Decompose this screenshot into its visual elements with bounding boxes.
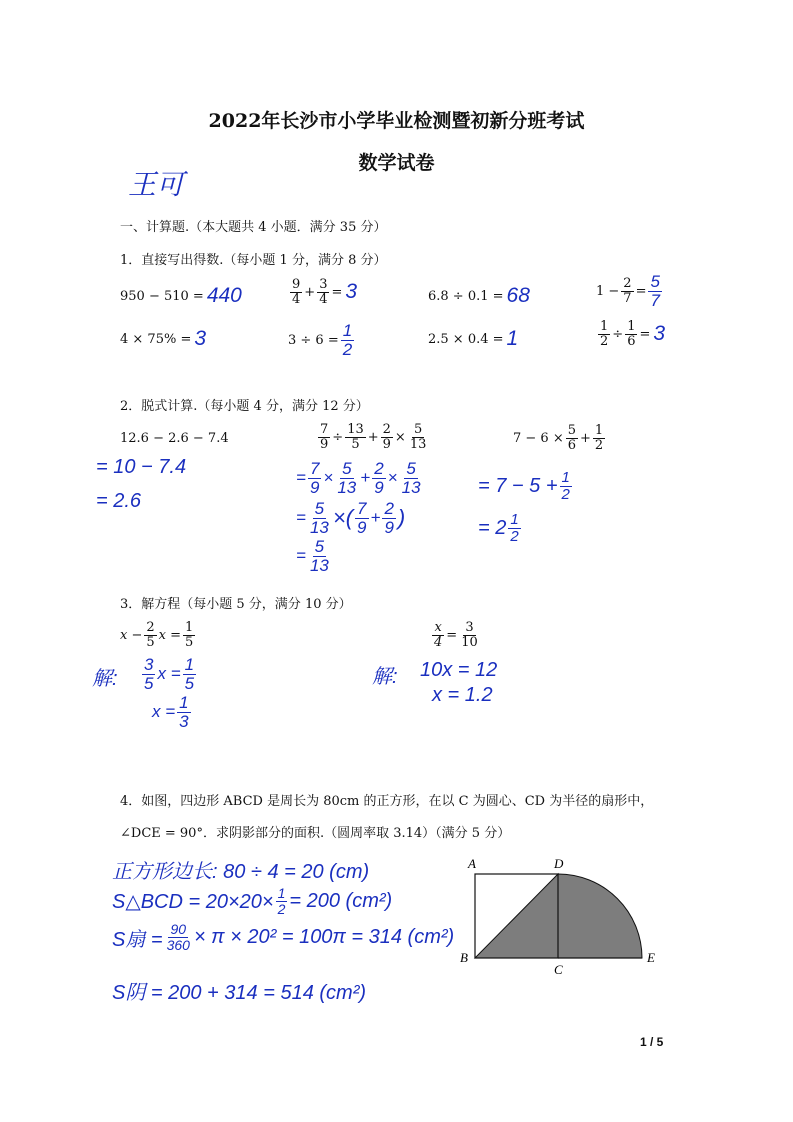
q3b-eq: = xyxy=(446,627,458,643)
q2b-f3-num: 2 xyxy=(382,422,391,437)
q1-item-3-answer: 68 xyxy=(506,284,530,307)
label-d: D xyxy=(554,856,564,871)
q3b-f2-num: 3 xyxy=(465,620,474,635)
q4-l2-den: 2 xyxy=(277,900,286,917)
q1-item-3-expr: 6.8 ÷ 0.1 = xyxy=(428,288,504,304)
q4-l3-den: 360 xyxy=(166,936,190,953)
q3b-equation xyxy=(430,621,482,649)
q1-item-8-num-a: 1 xyxy=(600,319,609,334)
q4-l3-a: S扇 = xyxy=(112,928,163,951)
q1-item-6-ans-den: 2 xyxy=(342,339,353,359)
q2b-s2-plus: + xyxy=(370,508,381,528)
q1-item-8-op: ÷ xyxy=(612,326,624,342)
label-e: E xyxy=(647,950,655,965)
q4-work-line-2 xyxy=(112,886,392,916)
q2b-f3-den: 9 xyxy=(382,436,391,452)
label-b: B xyxy=(460,950,468,965)
q2a-step-2: = 2.6 xyxy=(96,490,142,512)
q3a-f2-den: 5 xyxy=(185,634,194,650)
q2b-s1-c-num: 2 xyxy=(374,459,384,478)
q3a-s1-mid: x = xyxy=(157,664,181,684)
q2b-s2-a-den: 13 xyxy=(309,517,329,537)
q1-item-5 xyxy=(120,327,206,351)
q1-item-2 xyxy=(288,278,357,306)
q3b-f1-den: 4 xyxy=(434,634,443,650)
q4-line-1: 4．如图，四边形 ABCD 是周长为 80cm 的正方形，在以 C 为圆心、CD 为半径的扇形中， xyxy=(120,794,654,809)
q2c-step-1 xyxy=(478,470,574,503)
q2b-s2-open: ×( xyxy=(332,505,354,531)
q1-item-7-expr: 2.5 × 0.4 = xyxy=(428,331,504,347)
q2a-expr: 12.6 − 2.6 − 7.4 xyxy=(120,431,229,446)
exam-subtitle: 数学试卷 xyxy=(358,152,435,174)
q1-item-4-ans-num: 5 xyxy=(650,272,660,291)
q1-item-4-num: 2 xyxy=(623,276,632,292)
q2b-s1-b-den: 13 xyxy=(337,477,357,497)
q3a-step-1 xyxy=(140,656,198,693)
q2c-f1-num: 5 xyxy=(567,423,577,438)
q1-item-8-den-a: 2 xyxy=(600,333,609,349)
section1-heading: 一、计算题.（本大题共 4 小题．满分 35 分） xyxy=(120,220,387,235)
q1-heading: 1．直接写出得数.（每小题 1 分，满分 8 分） xyxy=(120,253,387,268)
q2b-s2-c-num: 2 xyxy=(384,499,394,518)
q2b-s2-close: ) xyxy=(397,505,406,531)
q1-item-4-ans-den: 7 xyxy=(650,290,660,310)
q2b-s1-x1: × xyxy=(323,468,334,488)
q3a-equation xyxy=(120,621,197,649)
q2c-s2-den: 2 xyxy=(510,527,519,545)
q2c-op: + xyxy=(580,430,591,446)
q3a-mid: x = xyxy=(158,627,181,643)
q1-item-2-den-b: 4 xyxy=(319,291,328,307)
q2c-s2-num: 1 xyxy=(510,511,519,528)
q2b-expr xyxy=(316,423,430,451)
q1-item-7-answer: 1 xyxy=(506,327,519,350)
q2b-s3-num: 5 xyxy=(314,537,325,556)
q4-line-2: ∠DCE = 90°．求阴影部分的面积.（圆周率取 3.14）（满分 5 分） xyxy=(120,826,511,841)
q2c-f2-num: 1 xyxy=(594,423,604,438)
q3a-solution-label: 解: xyxy=(92,668,118,690)
q2b-step-2 xyxy=(296,500,405,537)
q1-item-6-expr: 3 ÷ 6 = xyxy=(288,332,339,348)
q4-work-line-3 xyxy=(112,922,454,952)
q1-item-8-answer: 3 xyxy=(653,322,666,346)
label-c: C xyxy=(554,962,563,977)
q3b-solution-label: 解: xyxy=(372,666,398,688)
q1-item-8-eq: = xyxy=(639,326,651,342)
q4-work-line-4: S阴 = 200 + 314 = 514 (cm²) xyxy=(112,982,367,1004)
q2c-s1-num: 1 xyxy=(561,469,570,486)
q1-item-2-answer: 3 xyxy=(345,280,358,304)
q1-item-6 xyxy=(288,322,356,359)
q2c-s1-den: 2 xyxy=(561,485,570,503)
q2b-s1-c-den: 9 xyxy=(374,477,384,497)
q2c-s2-text: = 2 xyxy=(478,516,507,539)
q4-l2-a: S△BCD = 20×20× xyxy=(112,890,274,913)
q3a-lead: x − xyxy=(120,627,143,643)
q3a-s1-rden: 5 xyxy=(184,673,195,693)
q2a-step-1: = 10 − 7.4 xyxy=(96,456,187,478)
q3a-f1-den: 5 xyxy=(146,634,155,650)
q3b-f1-num: x xyxy=(434,620,442,635)
q3a-f2-num: 1 xyxy=(185,620,194,635)
q3-heading: 3．解方程（每小题 5 分，满分 10 分） xyxy=(120,597,352,612)
q2b-s2-c-den: 9 xyxy=(384,517,394,537)
q1-item-2-op: + xyxy=(304,284,316,300)
q2b-s1-d-den: 13 xyxy=(401,477,421,497)
q2b-op2: + xyxy=(367,429,379,445)
q1-item-2-num-b: 3 xyxy=(319,277,328,292)
shaded-sector xyxy=(558,874,642,958)
q2b-step-3 xyxy=(296,538,333,575)
q1-item-1-answer: 440 xyxy=(206,284,242,307)
q4-figure xyxy=(455,850,685,980)
q1-item-2-eq: = xyxy=(331,284,343,300)
q1-item-4 xyxy=(596,273,664,310)
q3a-step-2 xyxy=(152,694,193,731)
q2b-s1-eq: = xyxy=(296,468,306,488)
q4-l2-b: = 200 (cm²) xyxy=(289,889,393,912)
q2b-s1-plus: + xyxy=(360,468,371,488)
q3a-s2-text: x = xyxy=(152,702,176,722)
q2b-f1-num: 7 xyxy=(320,422,329,437)
q2b-s2-eq: = xyxy=(296,508,306,528)
q4-l2-num: 1 xyxy=(277,885,286,901)
q2c-expr xyxy=(513,424,607,452)
q2b-op3: × xyxy=(394,429,406,445)
q1-item-2-den-a: 4 xyxy=(292,291,301,307)
q2b-s3-den: 13 xyxy=(309,555,329,575)
q2c-f1-den: 6 xyxy=(567,437,577,453)
q3a-f1-num: 2 xyxy=(146,620,155,635)
q1-item-5-expr: 4 × 75% = xyxy=(120,331,192,347)
q2b-s3-eq: = xyxy=(296,546,306,566)
student-name: 王可 xyxy=(128,169,185,200)
q1-item-8-den-b: 6 xyxy=(627,333,636,349)
q1-item-1 xyxy=(120,284,242,308)
page-number: 1 / 5 xyxy=(640,1035,664,1049)
q2b-s1-a-num: 7 xyxy=(309,459,320,478)
q1-item-3 xyxy=(428,284,530,308)
q2-heading: 2．脱式计算.（每小题 4 分，满分 12 分） xyxy=(120,399,369,414)
q2b-s1-x2: × xyxy=(387,468,398,488)
q2b-f4-num: 5 xyxy=(413,422,423,437)
q2b-s1-b-num: 5 xyxy=(342,459,352,478)
q1-item-4-lead: 1 − xyxy=(596,283,620,299)
q4-l3-num: 90 xyxy=(170,921,187,937)
q3a-s2-num: 1 xyxy=(179,693,189,712)
q3a-s1-num: 3 xyxy=(144,655,154,674)
exam-title: 2022年长沙市小学毕业检测暨初新分班考试 xyxy=(208,110,585,132)
q1-item-4-eq: = xyxy=(635,283,647,299)
q2b-s2-b-den: 9 xyxy=(357,517,367,537)
q3b-f2-den: 10 xyxy=(461,634,478,650)
q3a-s1-rnum: 1 xyxy=(184,655,195,674)
q2b-s1-a-den: 9 xyxy=(309,477,320,497)
q2c-f2-den: 2 xyxy=(594,437,604,453)
shaded-triangle xyxy=(475,874,558,958)
q2b-f2-num: 13 xyxy=(347,422,364,437)
q1-item-7 xyxy=(428,327,518,351)
q3b-step-2: x = 1.2 xyxy=(432,684,493,706)
q2b-f2-den: 5 xyxy=(351,436,360,452)
q1-item-1-expr: 950 − 510 = xyxy=(120,288,204,304)
q1-item-8-num-b: 1 xyxy=(627,319,636,334)
q2b-op1: ÷ xyxy=(332,429,344,445)
q3a-s2-den: 3 xyxy=(179,711,189,731)
q4-l3-b: × π × 20² = 100π = 314 (cm²) xyxy=(193,925,455,948)
q3b-step-1: 10x = 12 xyxy=(420,659,498,681)
q2b-f4-den: 13 xyxy=(409,436,427,452)
q1-item-8 xyxy=(596,320,665,348)
q2c-s1-text: = 7 − 5 + xyxy=(478,474,558,497)
q2c-step-2 xyxy=(478,512,523,545)
q1-item-4-den: 7 xyxy=(623,290,632,306)
q2b-step-1 xyxy=(296,460,425,497)
q2b-s1-d-num: 5 xyxy=(406,459,416,478)
q1-item-6-ans-num: 1 xyxy=(342,321,353,340)
q1-item-2-num-a: 9 xyxy=(292,277,301,292)
label-a: A xyxy=(468,856,476,871)
q4-work-line-1: 正方形边长: 80 ÷ 4 = 20 (cm) xyxy=(112,861,370,883)
q2b-f1-den: 9 xyxy=(320,436,329,452)
q2b-s2-b-num: 7 xyxy=(357,499,367,518)
q3a-s1-den: 5 xyxy=(144,673,154,693)
q1-item-5-answer: 3 xyxy=(194,327,207,350)
q2c-lead: 7 − 6 × xyxy=(513,430,564,446)
q2b-s2-a-num: 5 xyxy=(314,499,325,518)
